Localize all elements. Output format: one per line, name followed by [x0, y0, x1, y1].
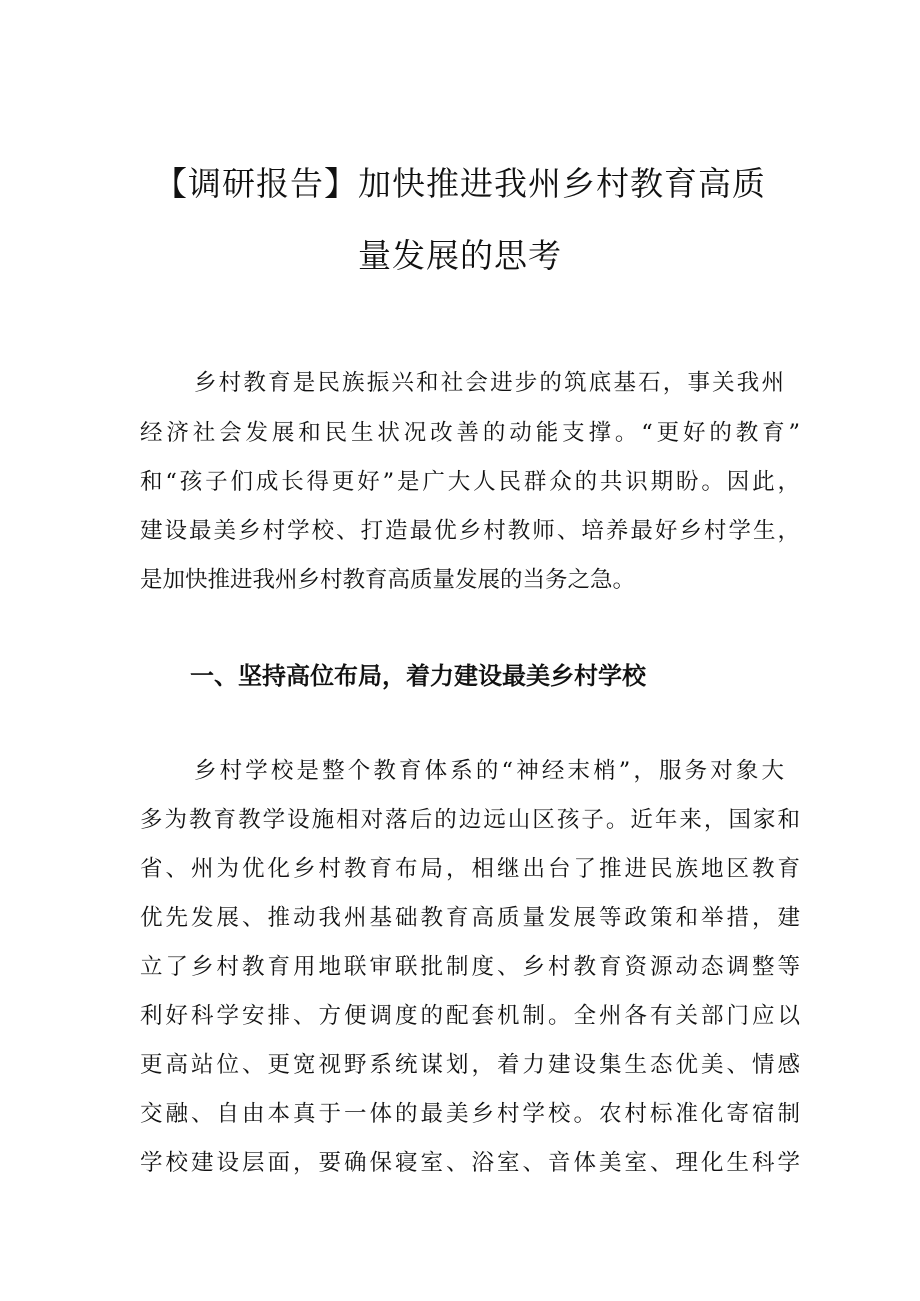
- paragraph-1-line: 建设最美乡村学校、打造最优乡村教师、培养最好乡村学生，: [140, 518, 800, 544]
- paragraph-2-line: 更高站位、更宽视野系统谋划，着力建设集生态优美、情感: [140, 1052, 800, 1078]
- paragraph-1-line: 是加快推进我州乡村教育高质量发展的当务之急。: [140, 567, 636, 593]
- paragraph-1-line: 经济社会发展和民生状况改善的动能支撑。“更好的教育”: [140, 420, 800, 446]
- paragraph-2-line: 省、州为优化乡村教育布局，相继出台了推进民族地区教育: [140, 856, 800, 882]
- paragraph-2-line: 学校建设层面，要确保寝室、浴室、音体美室、理化生科学: [140, 1150, 800, 1176]
- section-heading: 一、坚持高位布局，着力建设最美乡村学校: [190, 662, 646, 690]
- paragraph-2-line: 多为教育教学设施相对落后的边远山区孩子。近年来，国家和: [140, 807, 800, 833]
- paragraph-2-line: 交融、自由本真于一体的最美乡村学校。农村标准化寄宿制: [140, 1101, 800, 1127]
- document-title-line-1: 【调研报告】加快推进我州乡村教育高质: [154, 164, 766, 203]
- paragraph-2-line: 立了乡村教育用地联审联批制度、乡村教育资源动态调整等: [140, 954, 800, 980]
- paragraph-2-line: 优先发展、推动我州基础教育高质量发展等政策和举措，建: [140, 905, 800, 931]
- paragraph-2-line: 利好科学安排、方便调度的配套机制。全州各有关部门应以: [140, 1003, 800, 1029]
- paragraph-1-line: 和“孩子们成长得更好”是广大人民群众的共识期盼。因此，: [140, 469, 800, 495]
- paragraph-2-line: 乡村学校是整个教育体系的“神经末梢”，服务对象大: [194, 758, 784, 784]
- document-title-line-2: 量发展的思考: [358, 236, 562, 275]
- paragraph-1-line: 乡村教育是民族振兴和社会进步的筑底基石，事关我州: [194, 370, 784, 396]
